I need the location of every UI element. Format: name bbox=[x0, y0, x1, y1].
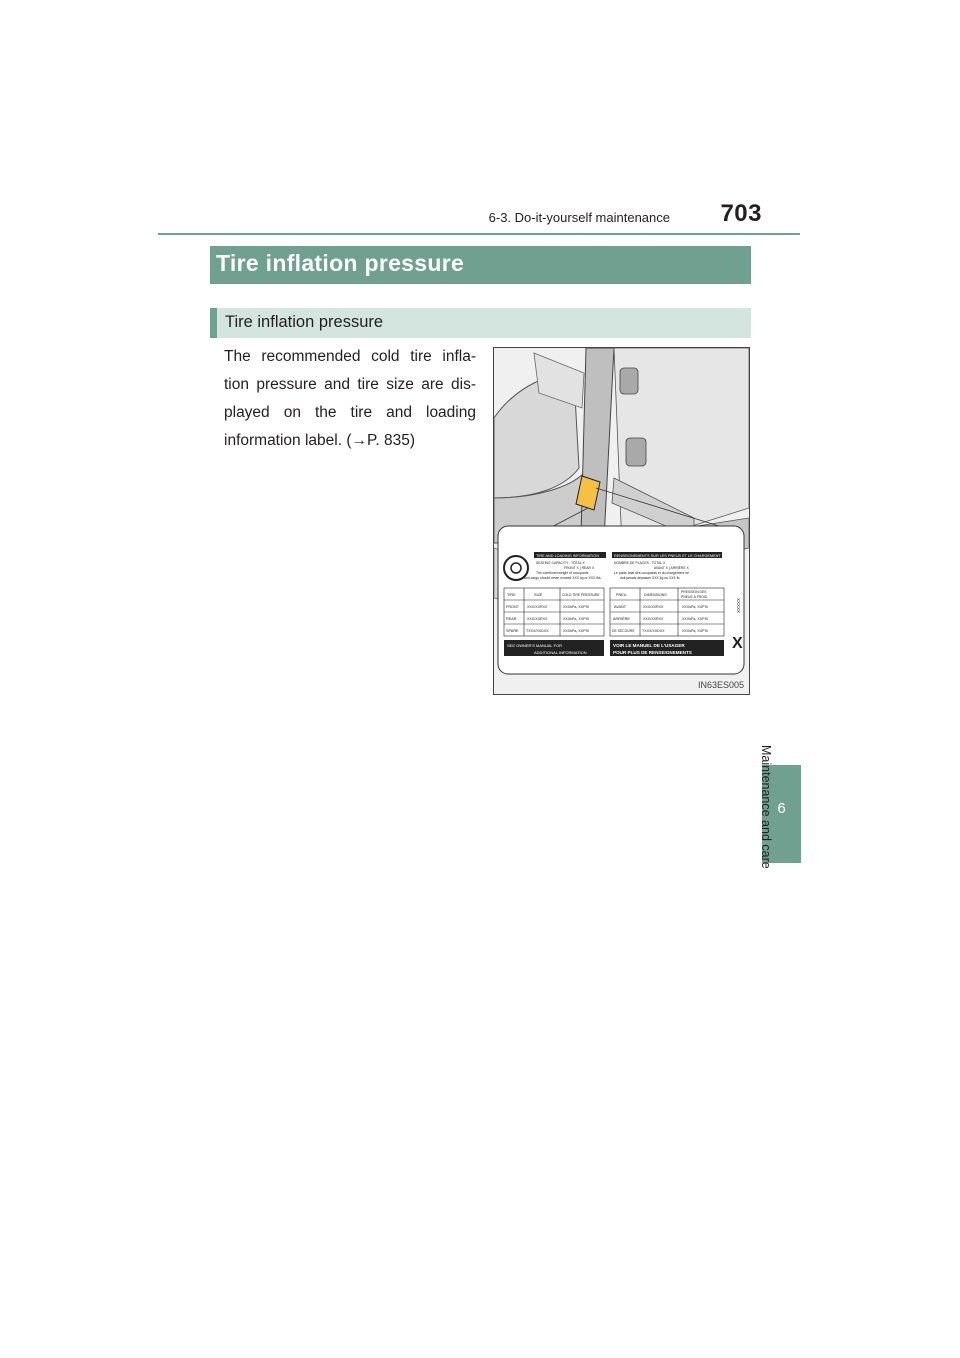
label-en-row-rear-size: XXX/XXRXX bbox=[527, 617, 548, 621]
body-line-page-reference: information label. (→P. 835) bbox=[224, 432, 415, 449]
label-fr-row-avant-size: XXX/XXRXX bbox=[643, 605, 664, 609]
label-fr-col-dimensions: DIMENSIONS bbox=[644, 593, 667, 597]
label-fr-row-arriere-pressure: XXXkPa, XXPSI bbox=[682, 617, 708, 621]
main-heading-text: Tire inflation pressure bbox=[216, 250, 465, 276]
tire-label-figure bbox=[493, 347, 750, 695]
chapter-title-text: Maintenance and care bbox=[759, 745, 773, 869]
label-fr-poids-1: Le poids total des occupants et du chargement ne bbox=[614, 571, 690, 575]
label-en-footer-1: SEE OWNER'S MANUAL FOR bbox=[507, 643, 563, 648]
label-en-row-front-pressure: XXXkPa, XXPSI bbox=[563, 605, 589, 609]
chapter-title bbox=[759, 745, 794, 895]
label-fr-col-pneu: PNEU bbox=[616, 593, 627, 597]
label-en-row-front-size: XXX/XXRXX bbox=[527, 605, 548, 609]
label-en-row-spare: SPARE bbox=[506, 629, 519, 633]
label-fr-poids-2: doit jamais dépasser XXX kg ou XXX lb. bbox=[620, 576, 681, 580]
label-fr-col-pneus-froid: PNEUS À FROID bbox=[681, 595, 708, 599]
label-en-header: TIRE AND LOADING INFORMATION bbox=[536, 554, 600, 558]
label-en-row-spare-pressure: XXXkPa, XXPSI bbox=[563, 629, 589, 633]
figure-image-code: IN63ES005 bbox=[698, 680, 745, 690]
figure-illustration bbox=[494, 348, 749, 694]
label-fr-footer-1: VOIR LE MANUEL DE L'USAGER bbox=[613, 643, 685, 648]
main-heading bbox=[210, 246, 751, 284]
body-paragraph bbox=[224, 343, 476, 455]
body-line: tion pressure and tire size are dis- bbox=[224, 376, 476, 393]
label-en-weight-1: The combined weight of occupants bbox=[536, 571, 589, 575]
label-fr-row-secours-pressure: XXXkPa, XXPSI bbox=[682, 629, 708, 633]
label-fr-footer-2: POUR PLUS DE RENSEIGNEMENTS bbox=[613, 650, 692, 655]
chapter-number: 6 bbox=[777, 800, 786, 817]
label-side-mark: X bbox=[732, 635, 743, 652]
label-side-code: XXXXX bbox=[736, 598, 741, 614]
label-en-footer-2: ADDITIONAL INFORMATION bbox=[534, 650, 587, 655]
label-en-col-tire: TIRE bbox=[507, 593, 516, 597]
label-en-row-rear: REAR bbox=[506, 617, 517, 621]
label-fr-row-arriere: ARRIÈRE bbox=[613, 617, 630, 621]
body-line: played on the tire and loading bbox=[224, 404, 476, 421]
label-fr-places: NOMBRE DE PLACES : TOTAL X bbox=[614, 561, 666, 565]
header-rule bbox=[158, 233, 800, 235]
label-en-row-rear-pressure: XXXkPa, XXPSI bbox=[563, 617, 589, 621]
label-en-col-pressure: COLD TIRE PRESSURE bbox=[562, 593, 600, 597]
section-label: 6-3. Do-it-yourself maintenance bbox=[488, 210, 670, 225]
page-number: 703 bbox=[720, 200, 762, 227]
label-fr-row-secours: DE SECOURS bbox=[612, 629, 635, 633]
sub-heading bbox=[210, 308, 751, 338]
label-en-front-rear: FRONT X | REAR X bbox=[564, 566, 595, 570]
label-fr-row-arriere-size: XXX/XXRXX bbox=[643, 617, 664, 621]
label-fr-row-secours-size: TXXX/XXDXX bbox=[642, 629, 665, 633]
label-fr-avant: AVANT X | ARRIÈRE X bbox=[654, 566, 689, 570]
label-en-seating: SEATING CAPACITY : TOTAL X bbox=[536, 561, 585, 565]
sub-heading-text: Tire inflation pressure bbox=[225, 313, 384, 331]
body-line: The recommended cold tire infla- bbox=[224, 348, 476, 365]
label-fr-header: RENSEIGNEMENTS SUR LES PNEUS ET LE CHARGEMENT bbox=[614, 554, 721, 558]
label-en-col-size: SIZE bbox=[534, 593, 543, 597]
label-fr-row-avant-pressure: XXXkPa, XXPSI bbox=[682, 605, 708, 609]
label-en-row-front: FRONT bbox=[506, 605, 520, 609]
label-en-row-spare-size: TXXX/XXDXX bbox=[526, 629, 549, 633]
label-fr-row-avant: AVANT bbox=[614, 605, 627, 609]
label-fr-col-pression: PRESSION DES bbox=[681, 590, 707, 594]
label-en-weight-2: and cargo should never exceed XXX kg or XXX lbs. bbox=[524, 576, 602, 580]
